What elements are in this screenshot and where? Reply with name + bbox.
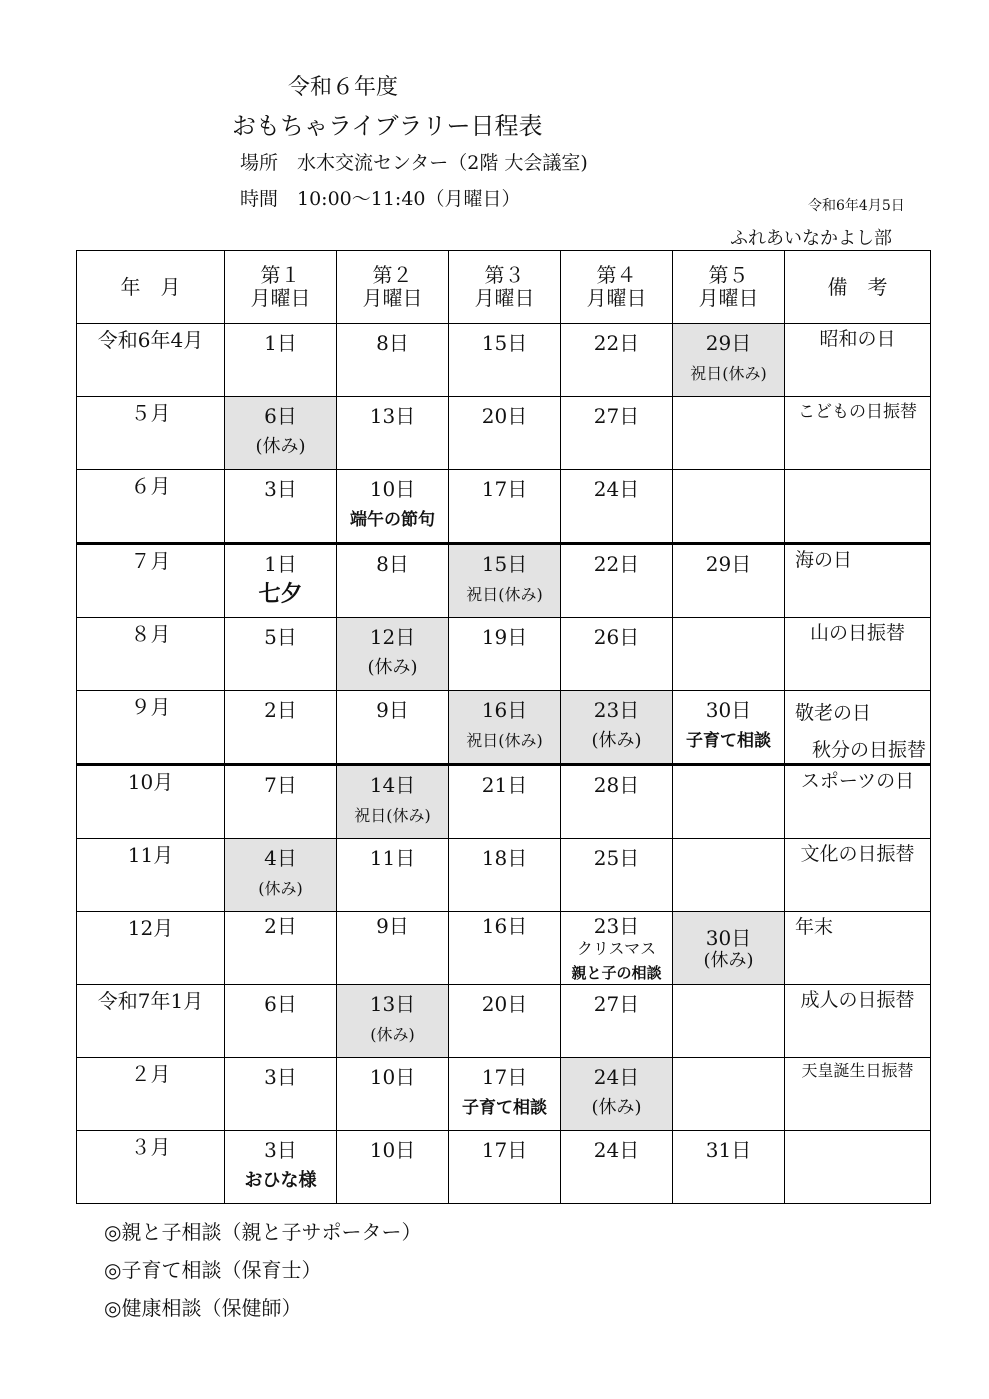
remark-cell: 天皇誕生日振替 <box>785 1058 931 1131</box>
col-week5: 第５ 月曜日 <box>673 251 785 324</box>
day-cell: 8日 <box>337 324 449 397</box>
table-row <box>77 691 931 765</box>
day-cell: 25日 <box>561 839 673 912</box>
remark-cell: こどもの日振替 <box>785 397 931 470</box>
month-cell: 10月 <box>77 765 225 839</box>
month-cell: ９月 <box>77 691 225 765</box>
header-row <box>77 251 931 324</box>
month-cell: ３月 <box>77 1131 225 1204</box>
day-cell: 27日 <box>561 985 673 1058</box>
day-cell: 10日 端午の節句 <box>337 470 449 544</box>
remark-cell: スポーツの日 <box>785 765 931 839</box>
table-row <box>77 1131 931 1204</box>
col-remarks: 備 考 <box>785 251 931 324</box>
table-row <box>77 324 931 397</box>
day-cell: 17日 <box>449 470 561 544</box>
month-cell: 11月 <box>77 839 225 912</box>
remark-cell: 海の日 <box>785 544 931 618</box>
day-cell: 11日 <box>337 839 449 912</box>
footnote-parent-consult: ◎親と子相談（親と子サポーター） <box>104 1220 422 1244</box>
place-line: 場所 水木交流センター（2階 大会議室) <box>240 152 588 174</box>
day-cell-closed: 13日 (休み) <box>337 985 449 1058</box>
table-row <box>77 985 931 1058</box>
month-cell: 令和7年1月 <box>77 985 225 1058</box>
day-cell <box>673 1058 785 1131</box>
day-cell: 18日 <box>449 839 561 912</box>
day-cell: 21日 <box>449 765 561 839</box>
day-cell: 17日 子育て相談 <box>449 1058 561 1131</box>
table-row <box>77 544 931 618</box>
fiscal-year: 令和６年度 <box>288 75 399 100</box>
remark-cell <box>785 1131 931 1204</box>
table-row <box>77 1058 931 1131</box>
col-week2: 第２ 月曜日 <box>337 251 449 324</box>
time-line: 時間 10:00～11:40（月曜日） <box>240 188 521 210</box>
schedule-table <box>76 250 931 1204</box>
day-cell-closed: 6日 (休み) <box>225 397 337 470</box>
day-cell-closed: 30日 (休み) <box>673 912 785 985</box>
day-cell: 22日 <box>561 544 673 618</box>
remark-cell: 山の日振替 <box>785 618 931 691</box>
month-cell: ５月 <box>77 397 225 470</box>
day-cell <box>673 985 785 1058</box>
col-week1: 第１ 月曜日 <box>225 251 337 324</box>
day-cell-closed: 15日 祝日(休み) <box>449 544 561 618</box>
day-cell: 1日 <box>225 324 337 397</box>
day-cell: 19日 <box>449 618 561 691</box>
day-cell <box>673 618 785 691</box>
table-row <box>77 765 931 839</box>
table-row <box>77 397 931 470</box>
remark-cell: 成人の日振替 <box>785 985 931 1058</box>
day-cell: 9日 <box>337 912 449 985</box>
day-cell: 22日 <box>561 324 673 397</box>
day-cell: 17日 <box>449 1131 561 1204</box>
day-cell <box>673 839 785 912</box>
month-cell: ２月 <box>77 1058 225 1131</box>
day-cell <box>673 470 785 544</box>
day-cell: 23日 クリスマス 親と子の相談 <box>561 912 673 985</box>
day-cell-closed: 4日 (休み) <box>225 839 337 912</box>
day-cell: 2日 <box>225 912 337 985</box>
day-cell: 8日 <box>337 544 449 618</box>
month-cell: ６月 <box>77 470 225 544</box>
day-cell-closed: 12日 (休み) <box>337 618 449 691</box>
remark-cell: 文化の日振替 <box>785 839 931 912</box>
day-cell: 10日 <box>337 1058 449 1131</box>
month-cell: ７月 <box>77 544 225 618</box>
day-cell: 3日 <box>225 1058 337 1131</box>
day-cell: 20日 <box>449 397 561 470</box>
col-week4: 第４ 月曜日 <box>561 251 673 324</box>
page-title: おもちゃライブラリー日程表 <box>232 112 543 140</box>
day-cell-closed: 16日 祝日(休み) <box>449 691 561 765</box>
month-cell: 12月 <box>77 912 225 985</box>
day-cell: 20日 <box>449 985 561 1058</box>
col-month: 年 月 <box>77 251 225 324</box>
day-cell: 31日 <box>673 1131 785 1204</box>
day-cell: 2日 <box>225 691 337 765</box>
month-cell: ８月 <box>77 618 225 691</box>
issue-date: 令和6年4月5日 <box>808 198 905 214</box>
organizer: ふれあいなかよし部 <box>730 228 892 249</box>
day-cell: 24日 <box>561 1131 673 1204</box>
day-cell: 15日 <box>449 324 561 397</box>
day-cell <box>673 397 785 470</box>
day-cell: 13日 <box>337 397 449 470</box>
day-cell: 9日 <box>337 691 449 765</box>
day-cell-closed: 29日 祝日(休み) <box>673 324 785 397</box>
day-cell: 28日 <box>561 765 673 839</box>
day-cell <box>673 765 785 839</box>
day-cell: 16日 <box>449 912 561 985</box>
table-row <box>77 618 931 691</box>
day-cell: 1日 七夕 <box>225 544 337 618</box>
remark-cell: 年末 <box>785 912 931 985</box>
table-row <box>77 470 931 544</box>
day-cell: 3日 おひな様 <box>225 1131 337 1204</box>
month-cell: 令和6年4月 <box>77 324 225 397</box>
day-cell: 24日 <box>561 470 673 544</box>
remark-cell: 昭和の日 <box>785 324 931 397</box>
day-cell-closed: 23日 (休み) <box>561 691 673 765</box>
day-cell: 27日 <box>561 397 673 470</box>
day-cell-closed: 14日 祝日(休み) <box>337 765 449 839</box>
day-cell: 7日 <box>225 765 337 839</box>
day-cell: 6日 <box>225 985 337 1058</box>
day-cell-closed: 24日 (休み) <box>561 1058 673 1131</box>
day-cell: 10日 <box>337 1131 449 1204</box>
footnote-health-consult: ◎健康相談（保健師） <box>104 1296 302 1320</box>
day-cell: 5日 <box>225 618 337 691</box>
day-cell: 30日 子育て相談 <box>673 691 785 765</box>
remark-cell: 敬老の日 秋分の日振替 <box>785 691 931 765</box>
remark-cell <box>785 470 931 544</box>
table-row <box>77 912 931 985</box>
day-cell: 3日 <box>225 470 337 544</box>
col-week3: 第３ 月曜日 <box>449 251 561 324</box>
table-row <box>77 839 931 912</box>
footnote-childcare-consult: ◎子育て相談（保育士） <box>104 1258 322 1282</box>
day-cell: 26日 <box>561 618 673 691</box>
day-cell: 29日 <box>673 544 785 618</box>
